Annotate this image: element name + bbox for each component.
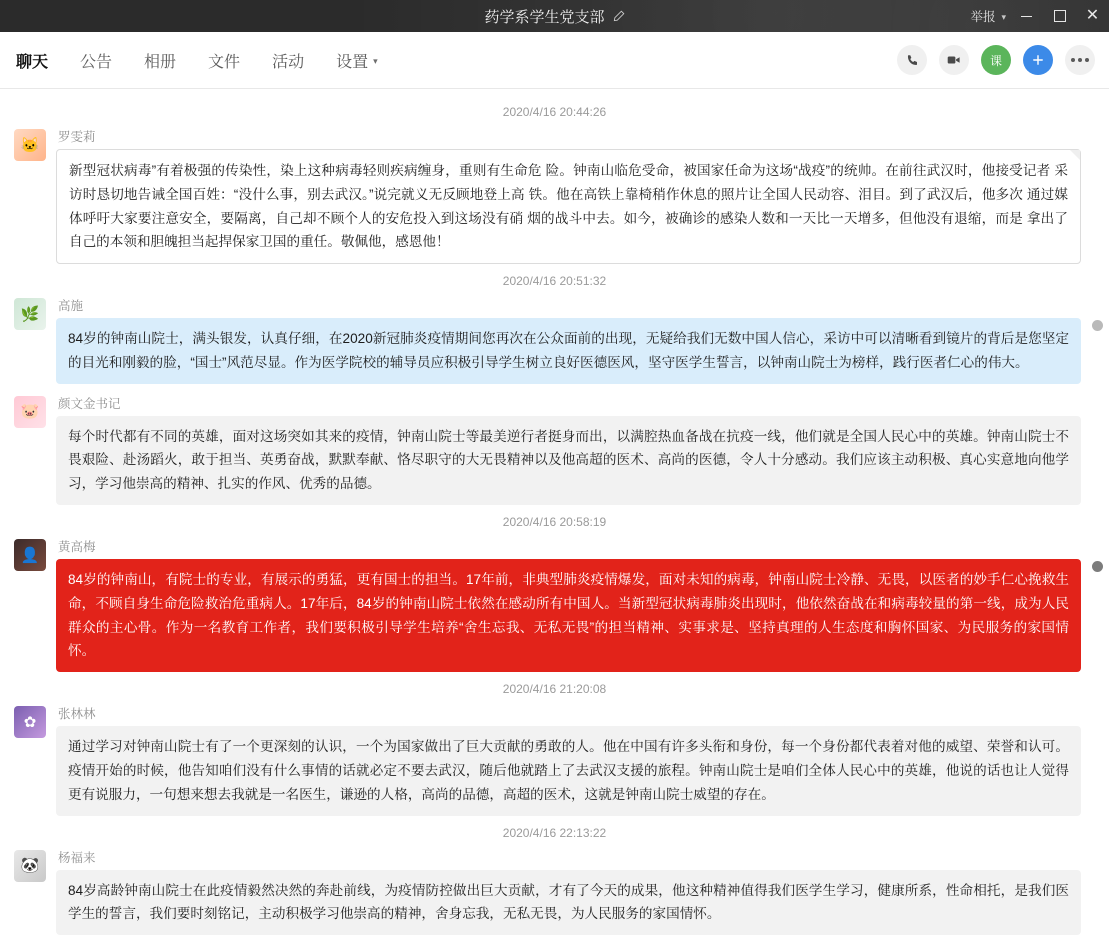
- message-marker-icon[interactable]: [1092, 320, 1103, 331]
- tab-3[interactable]: [128, 32, 192, 88]
- toolbar-actions: [897, 45, 1095, 75]
- avatar-glyph: ✿: [24, 715, 37, 730]
- message-timestamp: 2020/4/16 20:58:19: [0, 515, 1109, 529]
- message-body: [56, 127, 1081, 264]
- tab-label: 聊天: [16, 49, 48, 72]
- class-button[interactable]: [981, 45, 1011, 75]
- toolbar: [0, 32, 1109, 89]
- message-sender: 罗雯莉: [58, 127, 1081, 145]
- message-timestamp: 2020/4/16 20:44:26: [0, 105, 1109, 119]
- message-sender: 颜文金书记: [58, 394, 1081, 412]
- chevron-down-icon: ▾: [373, 56, 378, 67]
- message-body: [56, 296, 1081, 384]
- maximize-icon: [1054, 10, 1066, 22]
- chat-message: [0, 848, 1109, 935]
- add-button[interactable]: [1023, 45, 1053, 75]
- message-body: [56, 704, 1081, 815]
- chat-thread[interactable]: [0, 89, 1109, 861]
- tab-5[interactable]: [256, 32, 320, 88]
- message-sender: 高施: [58, 296, 1081, 314]
- maximize-button[interactable]: [1043, 0, 1076, 32]
- avatar[interactable]: [14, 129, 46, 161]
- voice-call-button[interactable]: [897, 45, 927, 75]
- message-timestamp: 2020/4/16 21:20:08: [0, 682, 1109, 696]
- message-timestamp: 2020/4/16 22:13:22: [0, 826, 1109, 840]
- message-text: 84岁的钟南山，有院士的专业，有展示的勇猛，更有国士的担当。17年前，非典型肺炎疫情爆发，面对未知的病毒，钟南山院士冷静、无畏，以医者的妙手仁心挽救生命，不顾自身生命危险救治危重病人。17年后，84岁的钟南山院士依然在感动所有中国人。当新型冠状病毒肺炎出现时，他依然奋战在和病毒较量的第一线，成为人民群众的主心骨。作为一名教育工作者，我们要积极引导学生培养“舍生忘我、无私无畏”的担当精神、实事求是、坚持真理的人生态度和胸怀国家、为民服务的家国情怀。: [68, 572, 1069, 658]
- tab-label: 活动: [272, 49, 304, 72]
- report-label: 举报: [970, 7, 995, 25]
- chat-message: [0, 394, 1109, 505]
- tab-label: 公告: [80, 49, 112, 72]
- tab-label: 相册: [144, 49, 176, 72]
- tab-6[interactable]: [320, 32, 394, 88]
- avatar[interactable]: [14, 539, 46, 571]
- chat-message: [0, 704, 1109, 815]
- window-controls: [970, 0, 1109, 32]
- dogear-corner-icon: [1070, 150, 1080, 160]
- tab-label: 设置: [336, 49, 368, 72]
- tab-label: 文件: [208, 49, 240, 72]
- message-body: [56, 537, 1081, 672]
- avatar-glyph: 🌿: [21, 307, 40, 322]
- avatar[interactable]: [14, 706, 46, 738]
- message-text: 通过学习对钟南山院士有了一个更深刻的认识，一个为国家做出了巨大贡献的勇敢的人。他在中国有许多头衔和身份，每一个身份都代表着对他的威望、荣誉和认可。疫情开始的时候，他告知咱们没有什么事情的话就必定不要去武汉，随后他就踏上了去武汉支援的旅程。钟南山院士是咱们全体人民心中的英雄，他说的话也让人觉得更有说服力，一句想来想去我就是一名医生，谦逊的人格，高尚的品德，高超的医术，这就是钟南山院士威望的存在。: [68, 739, 1069, 802]
- edit-pencil-icon[interactable]: [612, 10, 625, 23]
- message-text: 84岁的钟南山院士，满头银发，认真仔细，在2020新冠肺炎疫情期间您再次在公众面前的出现，无疑给我们无数中国人信心，采访中可以清晰看到镜片的背后是您坚定的目光和刚毅的脸，“国士”风范尽显。作为医学院校的辅导员应积极引导学生树立良好医德医风，坚守医学生誓言，以钟南山院士为榜样，践行医者仁心的伟大。: [68, 331, 1069, 370]
- message-bubble[interactable]: [56, 416, 1081, 505]
- message-bubble[interactable]: [56, 318, 1081, 384]
- tab-2[interactable]: [64, 32, 128, 88]
- avatar-glyph: 🐼: [21, 858, 40, 873]
- message-bubble[interactable]: [56, 726, 1081, 815]
- close-button[interactable]: [1076, 0, 1109, 32]
- message-text: 84岁高龄钟南山院士在此疫情毅然决然的奔赴前线，为疫情防控做出巨大贡献，才有了今天的成果，他这种精神值得我们医学生学习，健康所系，性命相托，是我们医学生的誓言，我们要时刻铭记，主动积极学习他崇高的精神，舍身忘我，无私无畏，为人民服务的家国情怀。: [68, 883, 1069, 922]
- tab-bar: [0, 32, 394, 88]
- avatar-glyph: 🐷: [21, 404, 40, 419]
- message-bubble[interactable]: [56, 870, 1081, 935]
- chat-message: [0, 537, 1109, 672]
- avatar[interactable]: [14, 396, 46, 428]
- window-title-group: [484, 6, 624, 27]
- message-body: [56, 848, 1081, 935]
- avatar[interactable]: [14, 850, 46, 882]
- report-button[interactable]: [970, 7, 1010, 25]
- tab-4[interactable]: [192, 32, 256, 88]
- title-bar: [0, 0, 1109, 32]
- tab-1[interactable]: [0, 32, 64, 88]
- more-icon: [1071, 58, 1089, 62]
- more-button[interactable]: [1065, 45, 1095, 75]
- minimize-icon: [1021, 16, 1032, 17]
- group-title: 药学系学生党支部: [484, 6, 604, 27]
- minimize-button[interactable]: [1010, 0, 1043, 32]
- message-body: [56, 394, 1081, 505]
- avatar[interactable]: [14, 298, 46, 330]
- message-bubble[interactable]: [56, 149, 1081, 264]
- class-label: 课: [990, 52, 1002, 69]
- message-text: 每个时代都有不同的英雄，面对这场突如其来的疫情，钟南山院士等最美逆行者挺身而出，以满腔热血备战在抗疫一线，他们就是全国人民心中的英雄。钟南山院士不畏艰险、赴汤蹈火，敢于担当、英勇奋战，默默奉献、恪尽职守的大无畏精神以及他高超的医术、高尚的医德，令人十分感动。我们应该主动积极、真心实意地向他学习，学习他崇高的精神、扎实的作风、优秀的品德。: [68, 429, 1069, 492]
- chat-message: [0, 127, 1109, 264]
- message-marker-icon[interactable]: [1092, 561, 1103, 572]
- message-text: 新型冠状病毒”有着极强的传染性，染上这种病毒轻则疾病缠身，重则有生命危 险。钟南山临危受命，被国家任命为这场“战疫”的统帅。在前往武汉时，他接受记者 采访时恳切地告诫全国百姓：“没什么事，别去武汉。”说完就义无反顾地登上高 铁。他在高铁上靠椅稍作休息的照片让全国人民动容、泪目。到了武汉后，他多次 通过媒体呼吁大家要注意安全，要隔离，自己却不顾个人的安危投入到这场没有硝 烟的战斗中去。如今，被确诊的感染人数和一天比一天增多，但他没有退缩，而是 拿出了自己的本领和胆魄担当起捍保家卫国的重任。敬佩他，感恩他！: [69, 163, 1068, 249]
- message-sender: 黄高梅: [58, 537, 1081, 555]
- message-sender: 杨福来: [58, 848, 1081, 866]
- avatar-glyph: 🐱: [21, 138, 40, 153]
- close-icon: ✕: [1086, 8, 1099, 24]
- avatar-glyph: 👤: [21, 548, 40, 563]
- chat-message: [0, 296, 1109, 384]
- video-call-button[interactable]: [939, 45, 969, 75]
- message-bubble[interactable]: [56, 559, 1081, 672]
- chevron-down-icon: ▾: [1001, 12, 1006, 23]
- message-timestamp: 2020/4/16 20:51:32: [0, 274, 1109, 288]
- message-sender: 张林林: [58, 704, 1081, 722]
